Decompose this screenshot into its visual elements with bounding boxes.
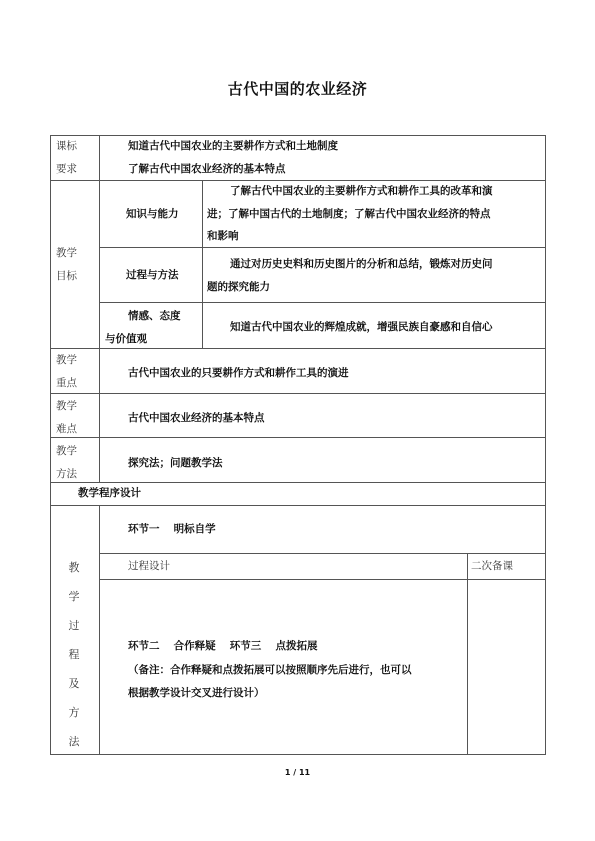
curriculum-label-line2: 要求 <box>56 163 77 175</box>
step-one: 环节一 明标自学 <box>128 523 216 535</box>
table-border-bottom <box>50 754 546 755</box>
knowledge-text-line2: 进；了解中国古代的土地制度；了解古代中国农业经济的特点 <box>207 208 491 220</box>
col-divider <box>99 135 100 482</box>
lesson-plan-table <box>50 135 546 755</box>
col-divider <box>99 505 100 755</box>
column-process-design: 过程设计 <box>128 560 170 572</box>
row-divider <box>99 302 546 303</box>
emotion-label-line1: 情感、态度 <box>128 310 181 322</box>
table-border-left <box>50 135 51 755</box>
table-border-right <box>545 135 546 755</box>
row-divider <box>99 247 546 248</box>
method-label-line1: 教学 <box>56 445 77 457</box>
process-side-char: 教 <box>68 561 80 574</box>
process-side-char: 学 <box>68 590 80 603</box>
row-divider <box>99 579 546 580</box>
column-second-preparation: 二次备课 <box>471 560 513 572</box>
process-text-line1: 通过对历史史料和历史图片的分析和总结，锻炼对历史问 <box>230 258 493 270</box>
process-label: 过程与方法 <box>126 269 179 281</box>
process-text-line2: 题的探究能力 <box>207 281 270 293</box>
objectives-label-line2: 目标 <box>56 270 77 282</box>
col-divider <box>202 180 203 348</box>
method-label-line2: 方法 <box>56 468 77 480</box>
col-divider <box>467 553 468 755</box>
process-side-char: 法 <box>68 735 80 748</box>
difficulty-text: 古代中国农业经济的基本特点 <box>128 412 265 424</box>
note-line1: （备注：合作释疑和点拨拓展可以按照顺序先后进行，也可以 <box>128 664 412 676</box>
row-divider <box>50 437 546 438</box>
row-divider <box>50 393 546 394</box>
process-side-char: 方 <box>68 706 80 719</box>
knowledge-text-line1: 了解古代中国农业的主要耕作方式和耕作工具的改革和演 <box>230 185 493 197</box>
method-text: 探究法；问题教学法 <box>128 457 223 469</box>
knowledge-text-line3: 和影响 <box>207 230 239 242</box>
curriculum-text-line1: 知道古代中国农业的主要耕作方式和土地制度 <box>128 140 338 152</box>
program-design-heading: 教学程序设计 <box>78 487 141 499</box>
key-point-text: 古代中国农业的只要耕作方式和耕作工具的演进 <box>128 367 349 379</box>
row-divider <box>50 505 546 506</box>
difficulty-label-line2: 难点 <box>56 423 77 435</box>
row-divider <box>99 553 546 554</box>
process-side-char: 过 <box>68 619 80 632</box>
knowledge-label: 知识与能力 <box>126 208 179 220</box>
emotion-text: 知道古代中国农业的辉煌成就，增强民族自豪感和自信心 <box>230 321 493 333</box>
process-side-char: 程 <box>68 648 80 661</box>
process-side-char: 及 <box>68 677 80 690</box>
curriculum-label-line1: 课标 <box>56 140 77 152</box>
difficulty-label-line1: 教学 <box>56 400 77 412</box>
curriculum-text-line2: 了解古代中国农业经济的基本特点 <box>128 163 286 175</box>
note-line2: 根据教学设计交叉进行设计） <box>128 687 265 699</box>
objectives-label-line1: 教学 <box>56 247 77 259</box>
page-number: 1 / 11 <box>284 768 311 777</box>
document-title: 古代中国的农业经济 <box>227 80 368 98</box>
emotion-label-line2: 与价值观 <box>105 333 147 345</box>
key-point-label-line1: 教学 <box>56 354 77 366</box>
step-two-three: 环节二 合作释疑 环节三 点拨拓展 <box>128 640 318 652</box>
key-point-label-line2: 重点 <box>56 377 77 389</box>
